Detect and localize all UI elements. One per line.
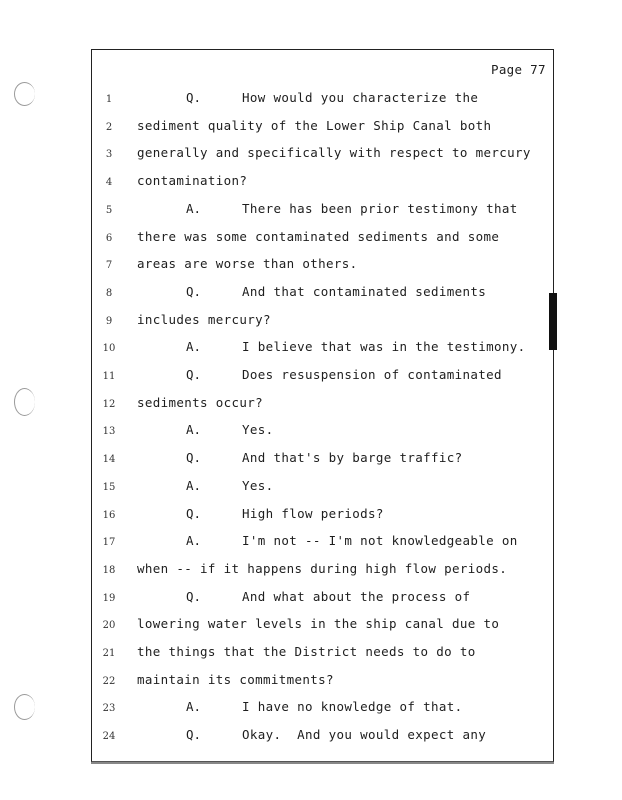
speaker-label: A. [186,699,202,715]
transcript-line-text: includes mercury? [137,311,271,327]
line-number: 7 [105,260,113,272]
line-number: 2 [105,121,113,133]
transcript-line-text: And that's by barge traffic? [242,450,463,466]
transcript-line-text: sediment quality of the Lower Ship Canal both [137,117,492,133]
transcript-line-text: areas are worse than others. [137,256,358,272]
punch-hole-bottom [14,694,35,720]
transcript-line-text: generally and specifically with respect to mercury [137,145,531,161]
line-number: 10 [102,343,116,355]
speaker-label: Q. [186,283,202,299]
line-number: 21 [102,648,116,659]
line-number: 19 [102,592,116,604]
line-number: 4 [105,177,113,189]
transcript-line-text: Yes. [242,477,274,493]
transcript-line-text: there was some contaminated sediments and some [137,228,500,244]
line-number: 3 [105,149,113,161]
speaker-label: A. [186,339,202,355]
speaker-label: A. [186,200,202,216]
line-number: 13 [102,426,116,438]
line-number: 6 [105,232,113,244]
speaker-label: Q. [186,450,202,466]
line-number: 23 [102,703,116,715]
transcript-line-text: contamination? [137,173,248,189]
line-number: 15 [102,481,116,493]
transcript-line-text: Does resuspension of contaminated [242,367,502,382]
transcript-line-text: the things that the District needs to do to [137,644,476,659]
punch-hole-top [14,82,35,106]
transcript-line-text: High flow periods? [242,505,384,521]
speaker-label: A. [186,422,202,438]
line-number: 18 [102,564,116,576]
transcript-line-text: Yes. [242,422,274,438]
line-number: 5 [105,204,113,216]
speaker-label: Q. [186,505,202,521]
transcript-line-text: How would you characterize the [242,90,479,105]
transcript-line-text: I have no knowledge of that. [242,699,463,715]
transcript-line-text: I believe that was in the testimony. [242,339,526,355]
line-number: 14 [102,454,116,466]
line-number: 20 [102,620,116,632]
speaker-label: A. [186,533,202,549]
speaker-label: Q. [186,588,202,604]
transcript-line-text: There has been prior testimony that [242,200,518,216]
transcript-line-text: And what about the process of [242,588,471,604]
line-number: 12 [102,398,116,410]
transcript-line-text: when -- if it happens during high flow periods. [137,560,508,576]
line-number: 24 [102,731,116,743]
speaker-label: Q. [186,90,202,105]
frame-bottom-shadow [91,762,554,764]
transcript-line-text: I'm not -- I'm not knowledgeable on [242,533,518,549]
line-number: 11 [102,371,116,382]
transcript-line-text: And that contaminated sediments [242,283,487,299]
line-number: 9 [105,315,113,327]
speaker-label: A. [186,477,202,493]
line-number: 17 [102,537,116,549]
edge-tab-marker [549,293,557,350]
speaker-label: Q. [186,367,202,382]
speaker-label: Q. [186,727,202,743]
line-number: 8 [105,287,113,299]
transcript-line-text: maintain its commitments? [137,671,334,687]
transcript-line-text: lowering water levels in the ship canal due to [137,616,500,632]
line-number: 16 [102,509,116,521]
punch-hole-middle [14,388,35,416]
transcript-line-text: sediments occur? [137,394,264,410]
page-number: Page 77 [491,62,546,77]
transcript-line-text: Okay. And you would expect any [242,727,487,743]
line-number: 1 [105,94,113,105]
line-number: 22 [102,675,116,687]
